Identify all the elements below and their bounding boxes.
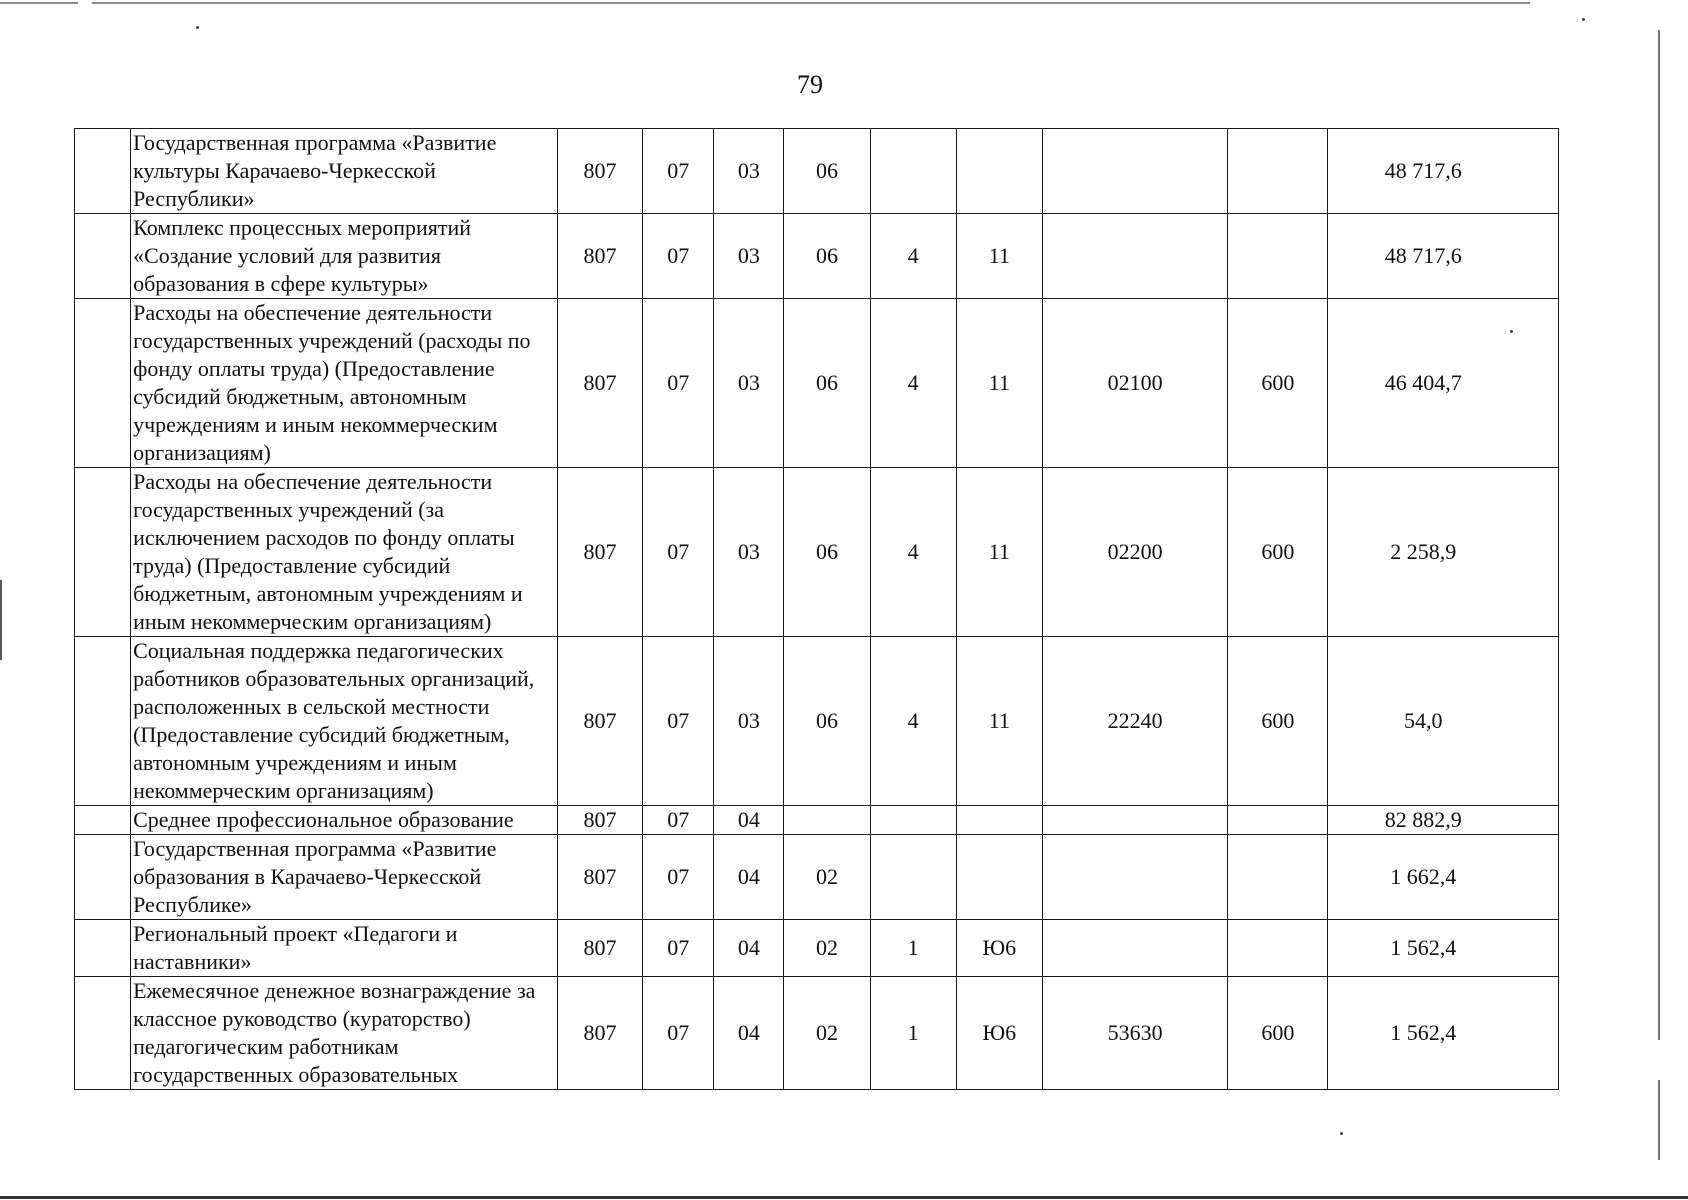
direction-code-cell: 02200 (1042, 468, 1227, 637)
row-number-cell (75, 920, 131, 977)
program-code-cell: 02 (784, 920, 870, 977)
program-code-cell (784, 806, 870, 835)
program-code-cell: 06 (784, 299, 870, 468)
table-row (75, 129, 1559, 214)
ministry-code-cell: 807 (557, 977, 642, 1090)
type-code-cell (870, 129, 956, 214)
amount-cell: 1 562,4 (1328, 920, 1559, 977)
budget-table (74, 128, 1559, 1090)
direction-code-cell (1042, 835, 1227, 920)
type-code-cell (870, 806, 956, 835)
ministry-code-cell: 807 (557, 806, 642, 835)
ministry-code-cell: 807 (557, 835, 642, 920)
section-code-cell: 07 (643, 214, 714, 299)
structural-code-cell: 11 (956, 468, 1042, 637)
scan-speck (1582, 18, 1585, 21)
row-number-cell (75, 977, 131, 1090)
amount-cell: 46 404,7 (1328, 299, 1559, 468)
subsection-code-cell: 03 (714, 637, 784, 806)
direction-code-cell: 22240 (1042, 637, 1227, 806)
expense-name-cell: Расходы на обеспечение деятельности государственных учреждений (за исключением расходов по фонду оплаты труда) (Предоставление субсидий бюджетным, автономным учреждениям и иным некоммерческим организациям) (131, 468, 558, 637)
ministry-code-cell: 807 (557, 468, 642, 637)
row-number-cell (75, 637, 131, 806)
structural-code-cell (956, 806, 1042, 835)
amount-cell: 48 717,6 (1328, 129, 1559, 214)
subsection-code-cell: 04 (714, 835, 784, 920)
ministry-code-cell: 807 (557, 299, 642, 468)
structural-code-cell: Ю6 (956, 977, 1042, 1090)
program-code-cell: 02 (784, 835, 870, 920)
expense-name-cell: Государственная программа «Развитие образования в Карачаево-Черкесской Республике» (131, 835, 558, 920)
subsection-code-cell: 03 (714, 299, 784, 468)
expense-name-cell: Среднее профессиональное образование (131, 806, 558, 835)
structural-code-cell: 11 (956, 299, 1042, 468)
program-code-cell: 02 (784, 977, 870, 1090)
table-body (75, 129, 1559, 1090)
table-row (75, 214, 1559, 299)
program-code-cell: 06 (784, 214, 870, 299)
expense-name-cell: Региональный проект «Педагоги и наставники» (131, 920, 558, 977)
scan-edge-bottom (0, 1196, 1688, 1199)
expense-type-cell: 600 (1228, 977, 1328, 1090)
program-code-cell: 06 (784, 468, 870, 637)
section-code-cell: 07 (643, 129, 714, 214)
amount-cell: 54,0 (1328, 637, 1559, 806)
expense-name-cell: Ежемесячное денежное вознаграждение за классное руководство (кураторство) педагогическим работникам государственных образовательных (131, 977, 558, 1090)
table-row (75, 806, 1559, 835)
subsection-code-cell: 04 (714, 806, 784, 835)
table-row (75, 920, 1559, 977)
ministry-code-cell: 807 (557, 214, 642, 299)
subsection-code-cell: 04 (714, 977, 784, 1090)
expense-type-cell: 600 (1228, 637, 1328, 806)
amount-cell: 1 562,4 (1328, 977, 1559, 1090)
structural-code-cell: Ю6 (956, 920, 1042, 977)
row-number-cell (75, 299, 131, 468)
type-code-cell (870, 835, 956, 920)
scan-edge-right-gap (1656, 1040, 1662, 1080)
structural-code-cell: 11 (956, 637, 1042, 806)
section-code-cell: 07 (643, 977, 714, 1090)
direction-code-cell: 02100 (1042, 299, 1227, 468)
type-code-cell: 4 (870, 468, 956, 637)
row-number-cell (75, 129, 131, 214)
direction-code-cell (1042, 920, 1227, 977)
type-code-cell: 4 (870, 214, 956, 299)
subsection-code-cell: 04 (714, 920, 784, 977)
ministry-code-cell: 807 (557, 129, 642, 214)
scan-speck (196, 26, 199, 29)
expense-name-cell: Государственная программа «Развитие культуры Карачаево-Черкесской Республики» (131, 129, 558, 214)
section-code-cell: 07 (643, 468, 714, 637)
amount-cell: 82 882,9 (1328, 806, 1559, 835)
expense-type-cell: 600 (1228, 468, 1328, 637)
section-code-cell: 07 (643, 637, 714, 806)
structural-code-cell (956, 129, 1042, 214)
table-row (75, 977, 1559, 1090)
scan-edge-gap (78, 1, 92, 5)
expense-type-cell (1228, 920, 1328, 977)
program-code-cell: 06 (784, 637, 870, 806)
subsection-code-cell: 03 (714, 129, 784, 214)
amount-cell: 2 258,9 (1328, 468, 1559, 637)
type-code-cell: 4 (870, 637, 956, 806)
direction-code-cell (1042, 806, 1227, 835)
type-code-cell: 1 (870, 920, 956, 977)
expense-type-cell (1228, 129, 1328, 214)
row-number-cell (75, 835, 131, 920)
expense-type-cell (1228, 806, 1328, 835)
scan-edge-top (0, 2, 1530, 4)
expense-name-cell: Расходы на обеспечение деятельности государственных учреждений (расходы по фонду оплаты труда) (Предоставление субсидий бюджетным, автономным учреждениям и иным некоммерческим организациям) (131, 299, 558, 468)
type-code-cell: 1 (870, 977, 956, 1090)
ministry-code-cell: 807 (557, 637, 642, 806)
scan-edge-left (0, 580, 2, 660)
type-code-cell: 4 (870, 299, 956, 468)
structural-code-cell (956, 835, 1042, 920)
expense-name-cell: Комплекс процессных мероприятий «Создание условий для развития образования в сфере культуры» (131, 214, 558, 299)
section-code-cell: 07 (643, 835, 714, 920)
table-row (75, 299, 1559, 468)
row-number-cell (75, 468, 131, 637)
section-code-cell: 07 (643, 299, 714, 468)
scan-edge-right (1658, 30, 1660, 1160)
direction-code-cell: 53630 (1042, 977, 1227, 1090)
table-row (75, 468, 1559, 637)
subsection-code-cell: 03 (714, 468, 784, 637)
row-number-cell (75, 214, 131, 299)
amount-cell: 48 717,6 (1328, 214, 1559, 299)
row-number-cell (75, 806, 131, 835)
subsection-code-cell: 03 (714, 214, 784, 299)
program-code-cell: 06 (784, 129, 870, 214)
table-row (75, 835, 1559, 920)
page-number: 79 (797, 70, 823, 99)
expense-name-cell: Социальная поддержка педагогических работников образовательных организаций, расположенных в сельской местности (Предоставление субсидий бюджетным, автономным учреждениям и иным некоммерческим организациям) (131, 637, 558, 806)
expense-type-cell (1228, 214, 1328, 299)
direction-code-cell (1042, 214, 1227, 299)
direction-code-cell (1042, 129, 1227, 214)
expense-type-cell: 600 (1228, 299, 1328, 468)
ministry-code-cell: 807 (557, 920, 642, 977)
section-code-cell: 07 (643, 806, 714, 835)
table-row (75, 637, 1559, 806)
structural-code-cell: 11 (956, 214, 1042, 299)
section-code-cell: 07 (643, 920, 714, 977)
scan-speck (1340, 1132, 1343, 1135)
expense-type-cell (1228, 835, 1328, 920)
amount-cell: 1 662,4 (1328, 835, 1559, 920)
